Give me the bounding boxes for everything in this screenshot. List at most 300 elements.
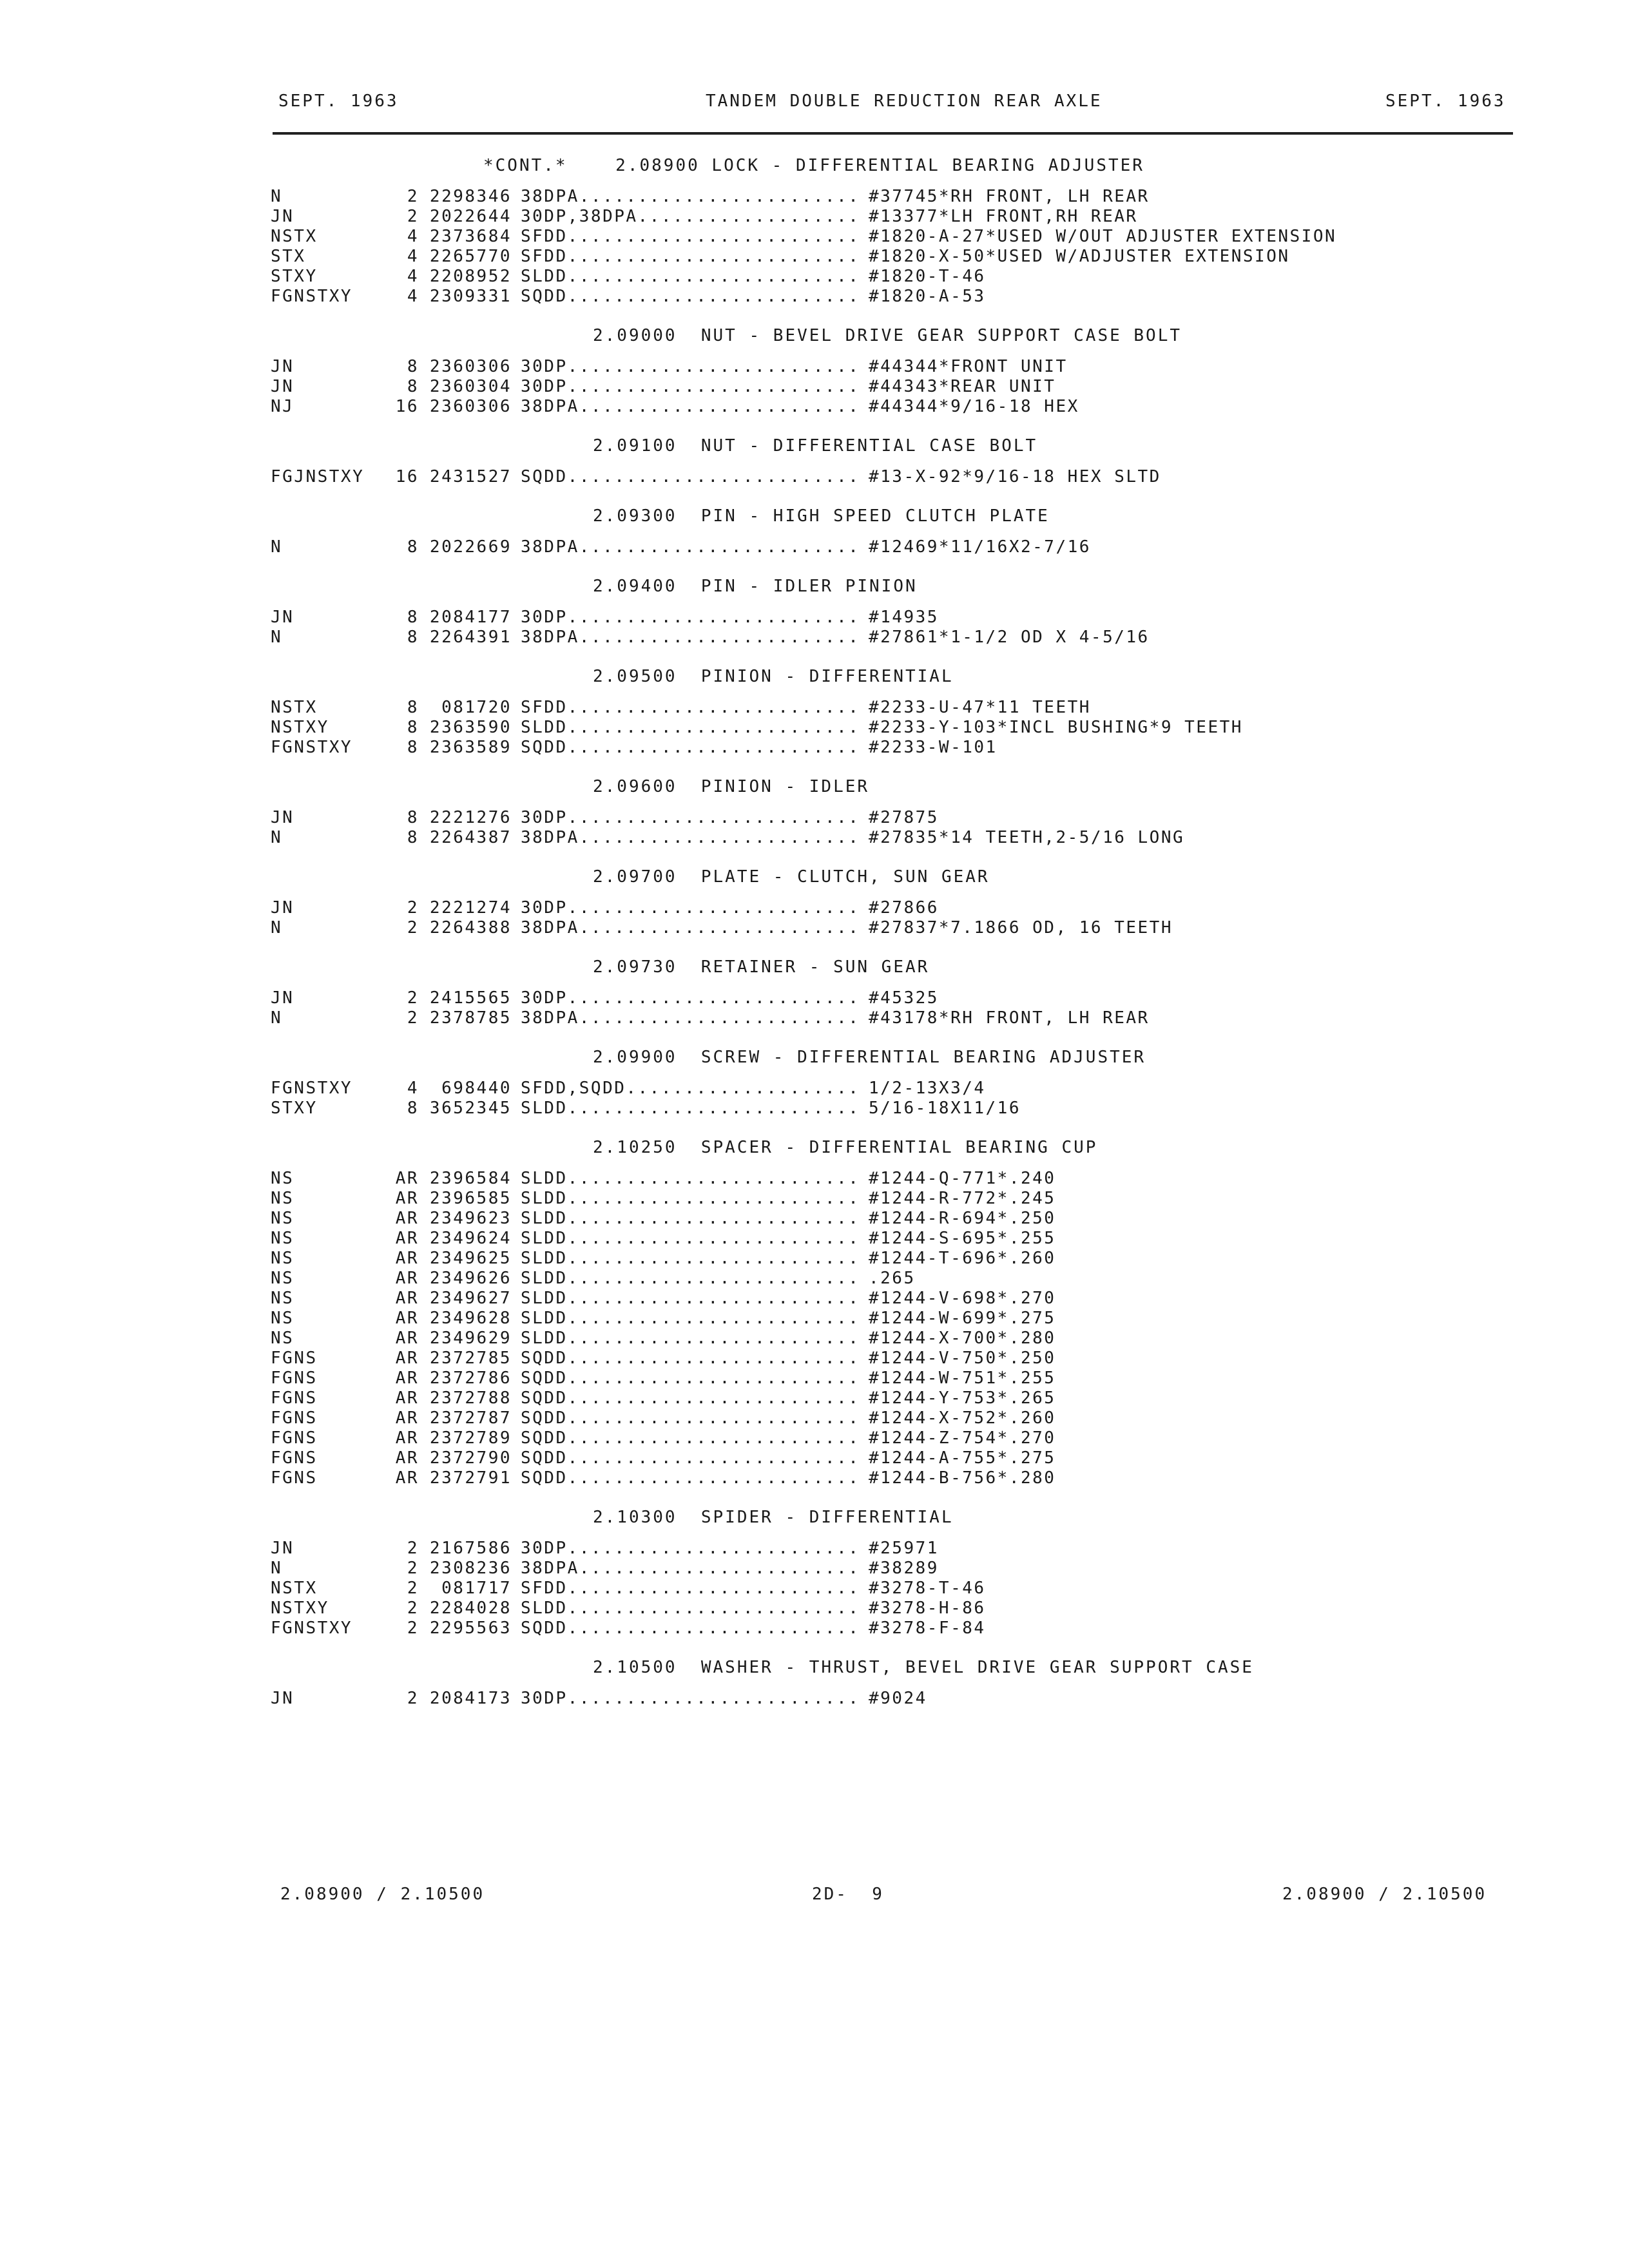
parts-section <box>271 505 1514 557</box>
reference-note: #2233-Y-103*INCL BUSHING*9 TEETH <box>869 718 1243 737</box>
application: SLDD......................... <box>521 718 860 737</box>
reference-note: #2233-W-101 <box>869 738 998 757</box>
application: SQDD......................... <box>521 1408 860 1428</box>
reference-note: #12469*11/16X2-7/16 <box>869 537 1091 557</box>
model-code: JN <box>271 357 294 376</box>
parts-rows <box>271 808 1514 848</box>
header-rule <box>273 132 1513 135</box>
quantity: 2 <box>407 1619 419 1638</box>
section-title: 2.09500 PINION - DIFFERENTIAL <box>593 667 954 686</box>
section-title: 2.10300 SPIDER - DIFFERENTIAL <box>593 1508 954 1527</box>
part-row <box>271 287 1514 307</box>
quantity: AR <box>395 1249 419 1268</box>
parts-rows <box>271 357 1514 417</box>
quantity: 16 <box>395 397 419 416</box>
part-row <box>271 738 1514 758</box>
reference-note: #13377*LH FRONT,RH REAR <box>869 207 1138 226</box>
part-row <box>271 467 1514 487</box>
part-number: 2372790 <box>429 1448 512 1468</box>
reference-note: #44343*REAR UNIT <box>869 377 1056 396</box>
part-row <box>271 1309 1514 1329</box>
part-row <box>271 1599 1514 1619</box>
model-code: STXY <box>271 267 318 286</box>
part-number: 2084177 <box>429 608 512 627</box>
application: SQDD......................... <box>521 287 860 306</box>
parts-rows <box>271 467 1514 487</box>
parts-section <box>271 956 1514 1028</box>
model-code: JN <box>271 1539 294 1558</box>
model-code: NSTX <box>271 698 318 717</box>
parts-rows <box>271 608 1514 648</box>
parts-section <box>271 155 1514 307</box>
application: SFDD......................... <box>521 227 860 246</box>
parts-rows <box>271 537 1514 557</box>
reference-note: #9024 <box>869 1689 927 1708</box>
model-code: NSTX <box>271 1579 318 1598</box>
application: SLDD......................... <box>521 1309 860 1328</box>
part-number: 2295563 <box>429 1619 512 1638</box>
quantity: 8 <box>407 537 419 557</box>
part-row <box>271 1099 1514 1119</box>
reference-note: #37745*RH FRONT, LH REAR <box>869 187 1150 206</box>
quantity: AR <box>395 1169 419 1188</box>
section-title: 2.09900 SCREW - DIFFERENTIAL BEARING ADJUSTER <box>593 1048 1146 1067</box>
part-row <box>271 898 1514 918</box>
part-row <box>271 988 1514 1008</box>
model-code: NSTXY <box>271 718 329 737</box>
model-code: STXY <box>271 1099 318 1118</box>
application: SLDD......................... <box>521 1329 860 1348</box>
application: SLDD......................... <box>521 1269 860 1288</box>
part-row <box>271 1249 1514 1269</box>
part-row <box>271 808 1514 828</box>
part-row <box>271 1468 1514 1488</box>
reference-note: #1244-X-700*.280 <box>869 1329 1056 1348</box>
application: 30DP......................... <box>521 988 860 1008</box>
reference-note: #1244-W-751*.255 <box>869 1369 1056 1388</box>
reference-note: #27866 <box>869 898 939 918</box>
parts-section <box>271 575 1514 648</box>
header-title: TANDEM DOUBLE REDUCTION REAR AXLE <box>706 91 1103 111</box>
part-number: 2022669 <box>429 537 512 557</box>
application: 30DP......................... <box>521 1539 860 1558</box>
part-number: 2284028 <box>429 1599 512 1618</box>
model-code: N <box>271 828 283 847</box>
reference-note: #27875 <box>869 808 939 827</box>
part-row <box>271 1229 1514 1249</box>
parts-section <box>271 666 1514 758</box>
application: 38DPA........................ <box>521 1008 860 1028</box>
part-number: 2349629 <box>429 1329 512 1348</box>
part-row <box>271 1189 1514 1209</box>
part-number: 2372791 <box>429 1468 512 1488</box>
part-row <box>271 1209 1514 1229</box>
parts-rows <box>271 698 1514 758</box>
reference-note: 1/2-13X3/4 <box>869 1079 986 1098</box>
application: 30DP......................... <box>521 608 860 627</box>
reference-note: #1244-Y-753*.265 <box>869 1389 1056 1408</box>
part-number: 2308236 <box>429 1559 512 1578</box>
quantity: 8 <box>407 738 419 757</box>
quantity: 2 <box>407 1008 419 1028</box>
model-code: NS <box>271 1249 294 1268</box>
parts-rows <box>271 1689 1514 1709</box>
section-title: *CONT.* 2.08900 LOCK - DIFFERENTIAL BEARING ADJUSTER <box>483 156 1144 175</box>
part-number: 081717 <box>441 1579 512 1598</box>
part-row <box>271 1169 1514 1189</box>
application: SLDD......................... <box>521 267 860 286</box>
part-row <box>271 828 1514 848</box>
application: 30DP......................... <box>521 377 860 396</box>
quantity: AR <box>395 1369 419 1388</box>
reference-note: #1820-T-46 <box>869 267 986 286</box>
section-title: 2.10500 WASHER - THRUST, BEVEL DRIVE GEAR SUPPORT CASE <box>593 1658 1254 1677</box>
footer-range-left: 2.08900 / 2.10500 <box>280 1885 485 1904</box>
part-row <box>271 207 1514 227</box>
part-number: 2309331 <box>429 287 512 306</box>
application: 30DP,38DPA................... <box>521 207 860 226</box>
part-number: 2396584 <box>429 1169 512 1188</box>
reference-note: #1244-V-698*.270 <box>869 1289 1056 1308</box>
application: 38DPA........................ <box>521 828 860 847</box>
model-code: JN <box>271 988 294 1008</box>
part-row <box>271 628 1514 648</box>
quantity: 2 <box>407 1579 419 1598</box>
model-code: N <box>271 918 283 937</box>
model-code: N <box>271 1559 283 1578</box>
model-code: FGNSTXY <box>271 738 353 757</box>
part-row <box>271 247 1514 267</box>
parts-section <box>271 1657 1514 1709</box>
quantity: AR <box>395 1269 419 1288</box>
part-row <box>271 357 1514 377</box>
quantity: 4 <box>407 287 419 306</box>
application: SQDD......................... <box>521 1389 860 1408</box>
quantity: 2 <box>407 898 419 918</box>
part-number: 2378785 <box>429 1008 512 1028</box>
part-number: 2264388 <box>429 918 512 937</box>
section-title: 2.09000 NUT - BEVEL DRIVE GEAR SUPPORT CASE BOLT <box>593 326 1182 345</box>
quantity: 2 <box>407 1689 419 1708</box>
model-code: JN <box>271 207 294 226</box>
application: 30DP......................... <box>521 808 860 827</box>
part-number: 2372787 <box>429 1408 512 1428</box>
part-number: 3652345 <box>429 1099 512 1118</box>
quantity: 2 <box>407 1559 419 1578</box>
part-row <box>271 698 1514 718</box>
application: SLDD......................... <box>521 1189 860 1208</box>
reference-note: #38289 <box>869 1559 939 1578</box>
part-row <box>271 718 1514 738</box>
part-row <box>271 1689 1514 1709</box>
application: SLDD......................... <box>521 1229 860 1248</box>
part-number: 2360304 <box>429 377 512 396</box>
quantity: 8 <box>407 377 419 396</box>
application: SQDD......................... <box>521 1369 860 1388</box>
part-number: 2298346 <box>429 187 512 206</box>
parts-rows <box>271 1169 1514 1488</box>
quantity: 2 <box>407 988 419 1008</box>
model-code: FGNSTXY <box>271 1619 353 1638</box>
model-code: FGNSTXY <box>271 287 353 306</box>
part-row <box>271 1008 1514 1028</box>
parts-section <box>271 1137 1514 1488</box>
reference-note: 5/16-18X11/16 <box>869 1099 1021 1118</box>
quantity: AR <box>395 1349 419 1368</box>
part-row <box>271 1428 1514 1448</box>
footer-page-number: 2D- 9 <box>812 1885 884 1904</box>
part-number: 698440 <box>441 1079 512 1098</box>
application: SFDD......................... <box>521 1579 860 1598</box>
header-date-left: SEPT. 1963 <box>278 91 399 111</box>
part-number: 2372786 <box>429 1369 512 1388</box>
part-row <box>271 397 1514 417</box>
quantity: 2 <box>407 207 419 226</box>
parts-listing <box>271 155 1514 1709</box>
quantity: 8 <box>407 828 419 847</box>
model-code: N <box>271 1008 283 1028</box>
reference-note: #1820-A-53 <box>869 287 986 306</box>
part-number: 2372789 <box>429 1428 512 1448</box>
part-row <box>271 918 1514 938</box>
reference-note: #1244-S-695*.255 <box>869 1229 1056 1248</box>
model-code: FGNSTXY <box>271 1079 353 1098</box>
model-code: NS <box>271 1309 294 1328</box>
application: SFDD,SQDD.................... <box>521 1079 860 1098</box>
model-code: NS <box>271 1209 294 1228</box>
part-row <box>271 1448 1514 1468</box>
reference-note: #1244-T-696*.260 <box>869 1249 1056 1268</box>
part-number: 2349626 <box>429 1269 512 1288</box>
part-row <box>271 608 1514 628</box>
part-number: 2396585 <box>429 1189 512 1208</box>
parts-section <box>271 435 1514 487</box>
quantity: AR <box>395 1468 419 1488</box>
quantity: 4 <box>407 247 419 266</box>
application: SLDD......................... <box>521 1099 860 1118</box>
application: 38DPA........................ <box>521 187 860 206</box>
part-row <box>271 187 1514 207</box>
part-number: 2415565 <box>429 988 512 1008</box>
part-row <box>271 1539 1514 1559</box>
model-code: NS <box>271 1189 294 1208</box>
application: 30DP......................... <box>521 898 860 918</box>
part-number: 2022644 <box>429 207 512 226</box>
part-number: 2372785 <box>429 1349 512 1368</box>
part-number: 2264387 <box>429 828 512 847</box>
quantity: 2 <box>407 187 419 206</box>
reference-note: #1244-B-756*.280 <box>869 1468 1056 1488</box>
part-number: 2363590 <box>429 718 512 737</box>
model-code: N <box>271 187 283 206</box>
reference-note: #1244-X-752*.260 <box>869 1408 1056 1428</box>
application: 38DPA........................ <box>521 537 860 557</box>
model-code: FGNS <box>271 1389 318 1408</box>
part-number: 2349623 <box>429 1209 512 1228</box>
part-number: 2084173 <box>429 1689 512 1708</box>
quantity: AR <box>395 1408 419 1428</box>
section-title: 2.09700 PLATE - CLUTCH, SUN GEAR <box>593 867 990 887</box>
model-code: FGNS <box>271 1408 318 1428</box>
reference-note: #3278-T-46 <box>869 1579 986 1598</box>
part-number: 2431527 <box>429 467 512 486</box>
quantity: 8 <box>407 808 419 827</box>
reference-note: #44344*FRONT UNIT <box>869 357 1068 376</box>
parts-section <box>271 1046 1514 1119</box>
model-code: NS <box>271 1169 294 1188</box>
part-number: 081720 <box>441 698 512 717</box>
reference-note: .265 <box>869 1269 916 1288</box>
part-row <box>271 267 1514 287</box>
reference-note: #27861*1-1/2 OD X 4-5/16 <box>869 628 1150 647</box>
part-number: 2167586 <box>429 1539 512 1558</box>
reference-note: #1244-A-755*.275 <box>869 1448 1056 1468</box>
part-row <box>271 1619 1514 1639</box>
model-code: JN <box>271 898 294 918</box>
section-title: 2.09100 NUT - DIFFERENTIAL CASE BOLT <box>593 436 1038 456</box>
part-number: 2265770 <box>429 247 512 266</box>
reference-note: #45325 <box>869 988 939 1008</box>
reference-note: #3278-H-86 <box>869 1599 986 1618</box>
reference-note: #27835*14 TEETH,2-5/16 LONG <box>869 828 1185 847</box>
section-title: 2.09400 PIN - IDLER PINION <box>593 577 918 596</box>
reference-note: #1244-W-699*.275 <box>869 1309 1056 1328</box>
model-code: STX <box>271 247 306 266</box>
reference-note: #1244-R-772*.245 <box>869 1189 1056 1208</box>
quantity: 4 <box>407 1079 419 1098</box>
quantity: AR <box>395 1189 419 1208</box>
quantity: 8 <box>407 608 419 627</box>
part-number: 2221274 <box>429 898 512 918</box>
part-number: 2360306 <box>429 397 512 416</box>
quantity: 2 <box>407 1539 419 1558</box>
model-code: JN <box>271 808 294 827</box>
parts-rows <box>271 988 1514 1028</box>
application: SLDD......................... <box>521 1599 860 1618</box>
part-row <box>271 377 1514 397</box>
reference-note: #25971 <box>869 1539 939 1558</box>
quantity: AR <box>395 1329 419 1348</box>
parts-rows <box>271 1079 1514 1119</box>
part-number: 2208952 <box>429 267 512 286</box>
model-code: NJ <box>271 397 294 416</box>
reference-note: #1244-Q-771*.240 <box>869 1169 1056 1188</box>
application: 38DPA........................ <box>521 918 860 937</box>
parts-rows <box>271 1539 1514 1639</box>
part-row <box>271 1389 1514 1408</box>
application: SQDD......................... <box>521 1468 860 1488</box>
model-code: NSTXY <box>271 1599 329 1618</box>
quantity: 2 <box>407 918 419 937</box>
application: SQDD......................... <box>521 467 860 486</box>
model-code: NS <box>271 1269 294 1288</box>
header-date-right: SEPT. 1963 <box>1385 91 1506 111</box>
parts-section <box>271 776 1514 848</box>
application: 38DPA........................ <box>521 628 860 647</box>
quantity: AR <box>395 1289 419 1308</box>
reference-note: #13-X-92*9/16-18 HEX SLTD <box>869 467 1161 486</box>
quantity: AR <box>395 1389 419 1408</box>
quantity: 4 <box>407 227 419 246</box>
application: SLDD......................... <box>521 1209 860 1228</box>
model-code: NS <box>271 1289 294 1308</box>
reference-note: #1820-A-27*USED W/OUT ADJUSTER EXTENSION <box>869 227 1337 246</box>
section-title: 2.10250 SPACER - DIFFERENTIAL BEARING CUP <box>593 1138 1098 1157</box>
quantity: AR <box>395 1229 419 1248</box>
part-row <box>271 1579 1514 1599</box>
application: 38DPA........................ <box>521 1559 860 1578</box>
application: 38DPA........................ <box>521 397 860 416</box>
application: SLDD......................... <box>521 1169 860 1188</box>
application: 30DP......................... <box>521 357 860 376</box>
reference-note: #1244-V-750*.250 <box>869 1349 1056 1368</box>
part-number: 2360306 <box>429 357 512 376</box>
quantity: AR <box>395 1309 419 1328</box>
parts-section <box>271 325 1514 417</box>
model-code: FGNS <box>271 1349 318 1368</box>
model-code: N <box>271 537 283 557</box>
application: SQDD......................... <box>521 1448 860 1468</box>
part-row <box>271 1559 1514 1579</box>
model-code: FGNS <box>271 1468 318 1488</box>
part-number: 2349625 <box>429 1249 512 1268</box>
model-code: NS <box>271 1329 294 1348</box>
reference-note: #43178*RH FRONT, LH REAR <box>869 1008 1150 1028</box>
part-number: 2372788 <box>429 1389 512 1408</box>
quantity: 8 <box>407 357 419 376</box>
parts-rows <box>271 898 1514 938</box>
model-code: FGJNSTXY <box>271 467 365 486</box>
reference-note: #14935 <box>869 608 939 627</box>
quantity: 16 <box>395 467 419 486</box>
model-code: FGNS <box>271 1428 318 1448</box>
section-title: 2.09600 PINION - IDLER <box>593 777 870 796</box>
model-code: FGNS <box>271 1369 318 1388</box>
section-title: 2.09300 PIN - HIGH SPEED CLUTCH PLATE <box>593 506 1050 526</box>
reference-note: #1244-Z-754*.270 <box>869 1428 1056 1448</box>
part-row <box>271 1329 1514 1349</box>
part-number: 2349624 <box>429 1229 512 1248</box>
part-number: 2363589 <box>429 738 512 757</box>
part-number: 2264391 <box>429 628 512 647</box>
parts-section <box>271 1506 1514 1639</box>
parts-section <box>271 866 1514 938</box>
part-number: 2349628 <box>429 1309 512 1328</box>
part-number: 2373684 <box>429 227 512 246</box>
quantity: AR <box>395 1448 419 1468</box>
parts-rows <box>271 187 1514 307</box>
model-code: NSTX <box>271 227 318 246</box>
section-title: 2.09730 RETAINER - SUN GEAR <box>593 957 930 977</box>
part-row <box>271 1408 1514 1428</box>
footer-range-right: 2.08900 / 2.10500 <box>1282 1885 1487 1904</box>
model-code: N <box>271 628 283 647</box>
part-number: 2221276 <box>429 808 512 827</box>
quantity: AR <box>395 1428 419 1448</box>
part-row <box>271 227 1514 247</box>
model-code: NS <box>271 1229 294 1248</box>
reference-note: #1244-R-694*.250 <box>869 1209 1056 1228</box>
application: SQDD......................... <box>521 738 860 757</box>
quantity: 8 <box>407 698 419 717</box>
reference-note: #44344*9/16-18 HEX <box>869 397 1079 416</box>
reference-note: #1820-X-50*USED W/ADJUSTER EXTENSION <box>869 247 1290 266</box>
part-row <box>271 1349 1514 1369</box>
application: SQDD......................... <box>521 1428 860 1448</box>
model-code: JN <box>271 608 294 627</box>
application: 30DP......................... <box>521 1689 860 1708</box>
quantity: 8 <box>407 718 419 737</box>
